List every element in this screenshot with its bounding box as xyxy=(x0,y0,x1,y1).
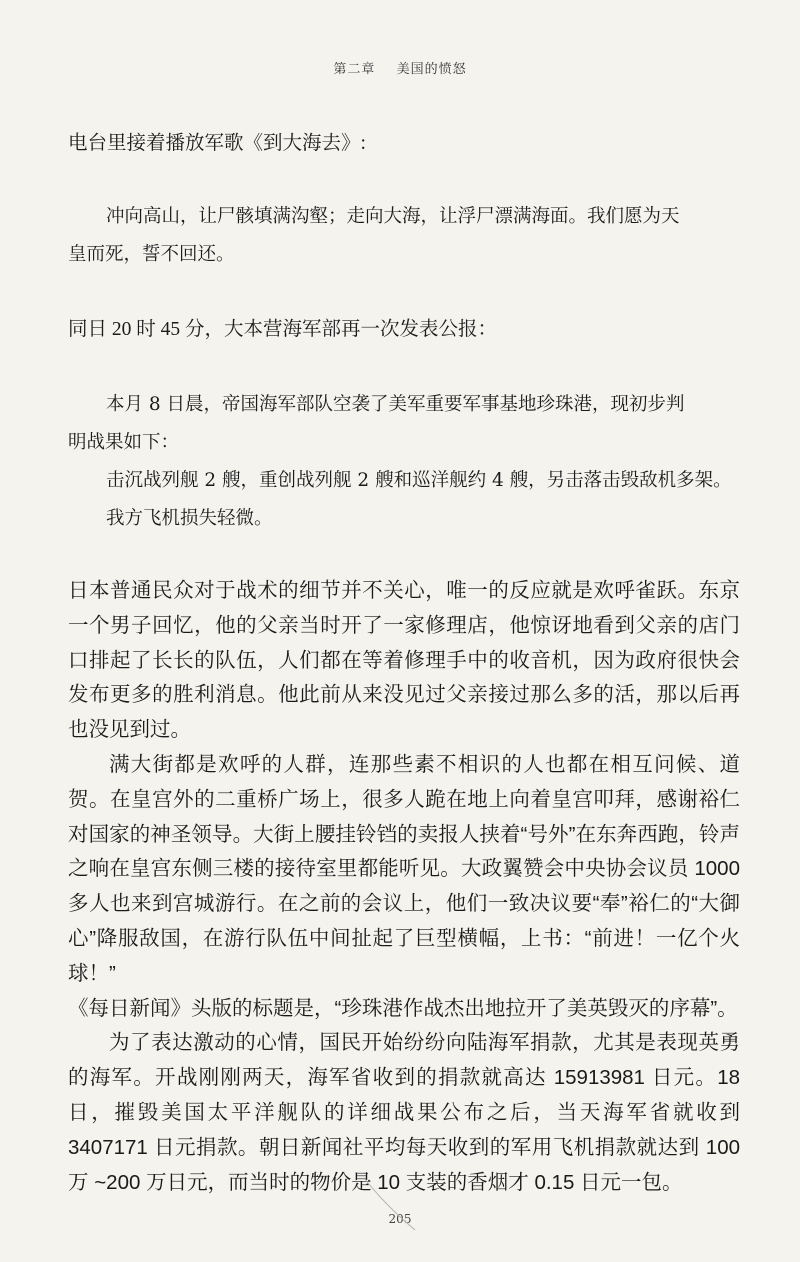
report-line: 本月 8 日晨，帝国海军部队空袭了美军重要军事基地珍珠港，现初步判 xyxy=(106,394,685,415)
chapter-title: 美国的愤怒 xyxy=(396,62,467,77)
report-intro-line: 同日 20 时 45 分，大本营海军部再一次发表公报： xyxy=(68,319,498,340)
paragraph: 为了表达激动的心情，国民开始纷纷向陆海军捐款，尤其是表现英勇的海军。开战刚刚两天，海军省收到的捐款就高达 15913981 日元。18 日，摧毁美国太平洋舰队的详细战果公布之后，当天海军省就收到 3407171 日元捐款。朝日新闻社平均每天收到的军用飞机捐款就达到 100 万 ~200 万日元，而当时的物价是 10 支装的香烟才 0.15 日元一包。 xyxy=(68,1031,740,1194)
report-line: 明战果如下： xyxy=(68,432,180,453)
paragraph: 满大街都是欢呼的人群，连那些素不相识的人也都在相互问候、道贺。在皇宫外的二重桥广场上，很多人跪在地上向着皇宫叩拜，感谢裕仁对国家的神圣领导。大街上腰挂铃铛的卖报人挟着“号外”在东奔西跑，铃声之响在皇宫东侧三楼的接待室里都能听见。大政翼赞会中央协会议员 1000 多人也来到宫城游行。在之前的会议上，他们一致决议要“奉”裕仁的“大御心”降服敌国，在游行队伍中间扯起了巨型横幅，上书：“前进！一亿个火球！” xyxy=(68,752,740,985)
radio-intro-line: 电台里接着播放军歌《到大海去》: xyxy=(68,133,366,154)
main-text xyxy=(68,574,740,1200)
paragraph: 《每日新闻》头版的标题是，“珍珠港作战杰出地拉开了美英毁灭的序幕”。 xyxy=(68,996,738,1020)
paragraph: 日本普通民众对于战术的细节并不关心，唯一的反应就是欢呼雀跃。东京一个男子回忆，他的父亲当时开了一家修理店，他惊讶地看到父亲的店门口排起了长长的队伍，人们都在等着修理手中的收音机，因为政府很快会发布更多的胜利消息。他此前从来没见过父亲接过那么多的活，那以后再也没见到过。 xyxy=(68,579,740,742)
running-header xyxy=(0,58,800,77)
report-line: 击沉战列舰 2 艘，重创战列舰 2 艘和巡洋舰约 4 艘，另击落击毁敌机多架。 xyxy=(106,470,732,491)
song-lyrics-block xyxy=(68,198,748,274)
navy-report-block xyxy=(68,386,748,538)
page-number: 205 xyxy=(388,1212,412,1226)
song-line: 皇而死，誓不回还。 xyxy=(68,244,235,265)
chapter-number: 第二章 xyxy=(333,62,376,77)
song-line: 冲向高山，让尸骸填满沟壑；走向大海，让浮尸漂满海面。我们愿为天 xyxy=(106,206,680,227)
report-line: 我方飞机损失轻微。 xyxy=(106,508,273,529)
